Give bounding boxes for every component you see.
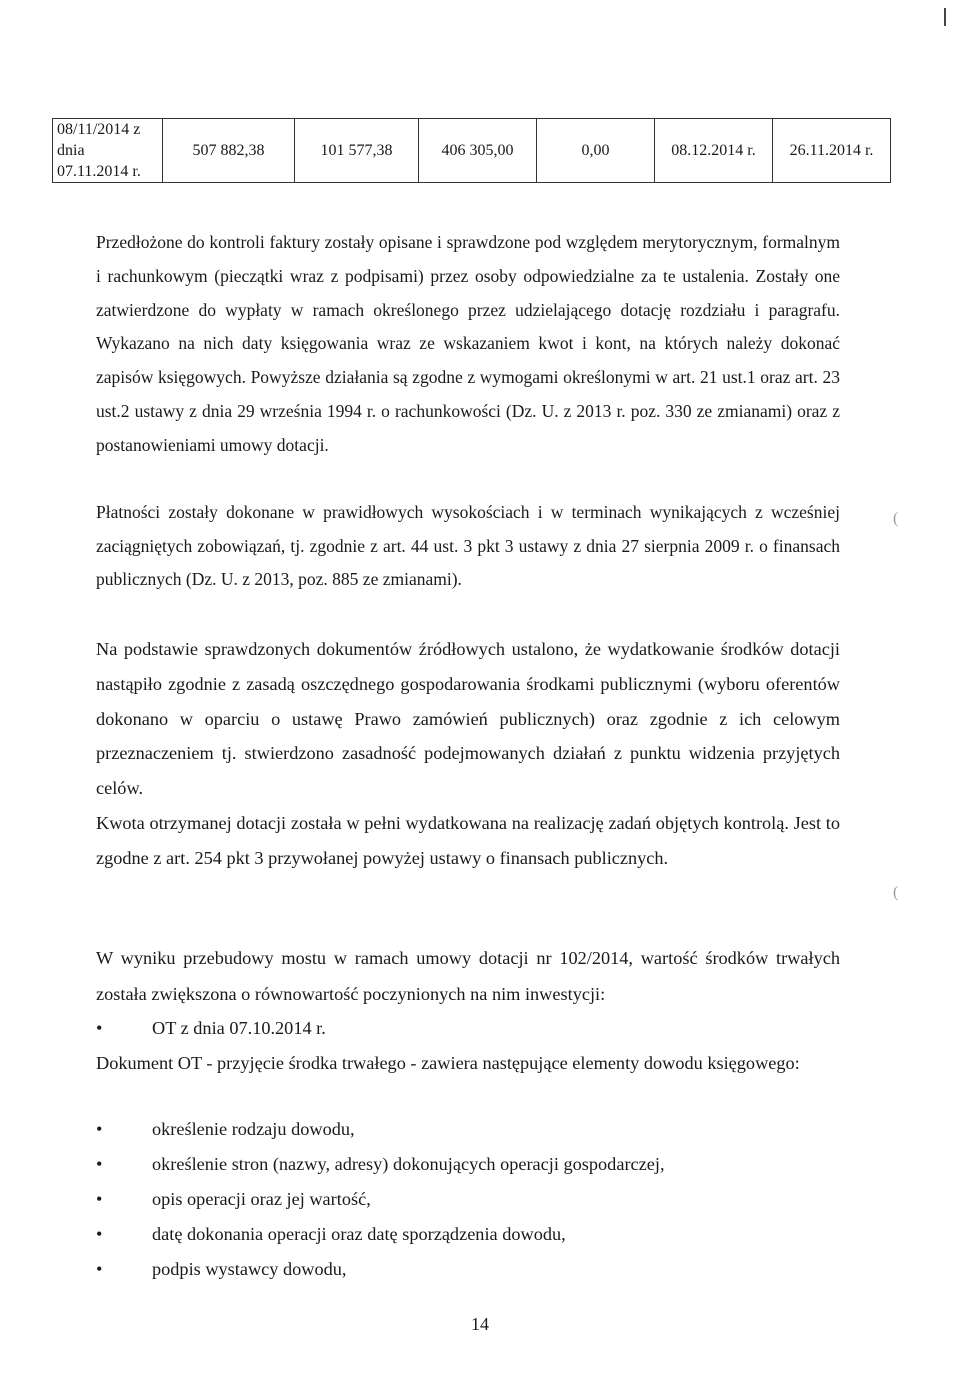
list-item-text: OT z dnia 07.10.2014 r. [152, 1018, 326, 1038]
paragraph-findings-part-1: Na podstawie sprawdzonych dokumentów źródłowych ustalono, że wydatkowanie środków dotacji nastąpiło zgodnie z zasadą oszczędnego gospodarowania środkami publicznymi (wyboru oferentów dokonano w oparciu o ustawę Prawo zamówień publicznych) oraz zgodnie z ich celowym przeznaczeniem tj. stwierdzono zasadność podejmowanych działań z punktu widzenia przyjętych celów. [96, 639, 840, 799]
list-item-text: określenie stron (nazwy, adresy) dokonujących operacji gospodarczej, [152, 1154, 665, 1174]
period-line-2: dnia [57, 142, 85, 159]
scan-artifact-mark: ( [893, 510, 899, 527]
paragraph-ot-document: Dokument OT - przyjęcie środka trwałego - zawiera następujące elementy dowodu księgowego: [96, 1053, 800, 1073]
table-cell-date-2: 26.11.2014 r. [773, 119, 891, 183]
period-line-3: 07.11.2014 r. [57, 163, 141, 180]
bullet-glyph: • [96, 1224, 103, 1244]
paragraph-fixed-assets: W wyniku przebudowy mostu w ramach umowy dotacji nr 102/2014, wartość środków trwałych została zwiększona o równowartość poczynionych na nim inwestycji: [96, 948, 840, 1004]
list-item-text: datę dokonania operacji oraz datę sporządzenia dowodu, [152, 1224, 566, 1244]
table-cell-amount-own: 101 577,38 [295, 119, 419, 183]
table-row [53, 119, 891, 183]
list-item-text: określenie rodzaju dowodu, [152, 1119, 355, 1139]
table-cell-amount-grant: 406 305,00 [419, 119, 537, 183]
table-cell-amount-total: 507 882,38 [163, 119, 295, 183]
table-cell-date-1: 08.12.2014 r. [655, 119, 773, 183]
table-cell-amount-other: 0,00 [537, 119, 655, 183]
bullet-glyph: • [96, 1154, 103, 1174]
scan-artifact-mark: ( [893, 884, 899, 901]
payments-table [52, 118, 891, 183]
period-line-1: 08/11/2014 z [57, 121, 141, 138]
bullet-glyph: • [96, 1259, 103, 1279]
table-cell-period [53, 119, 163, 183]
list-item-text: opis operacji oraz jej wartość, [152, 1189, 371, 1209]
paragraph-findings [96, 632, 840, 876]
scan-edge-mark [944, 8, 946, 26]
page-number: 14 [471, 1314, 489, 1334]
bullet-glyph: • [96, 1189, 103, 1209]
list-item-text: podpis wystawcy dowodu, [152, 1259, 347, 1279]
bullet-glyph: • [96, 1119, 103, 1139]
bullet-glyph: • [96, 1018, 103, 1038]
paragraph-findings-part-2: Kwota otrzymanej dotacji została w pełni wydatkowana na realizację zadań objętych kontrolą. Jest to zgodne z art. 254 pkt 3 przywołanej powyżej ustawy o finansach publicznych. [96, 812, 840, 868]
paragraph-payments: Płatności zostały dokonane w prawidłowych wysokościach i w terminach wynikających z wcześniej zaciągniętych zobowiązań, tj. zgodnie z art. 44 ust. 3 pkt 3 ustawy z dnia 27 sierpnia 2009 r. o finansach publicznych (Dz. U. z 2013, poz. 885 ze zmianami). [96, 502, 840, 589]
paragraph-invoices-verification: Przedłożone do kontroli faktury zostały opisane i sprawdzone pod względem merytorycznym, formalnym i rachunkowym (pieczątki wraz z podpisami) przez osoby odpowiedzialne za te ustalenia. Zostały one zatwierdzone do wypłaty w ramach określonego przez udzielającego dotację rozdziału i paragrafu. Wykazano na nich daty księgowania wraz ze wskazaniem kwot i kont, na których należy dokonać zapisów księgowych. Powyższe działania są zgodne z wymogami określonymi w art. 21 ust.1 oraz art. 23 ust.2 ustawy z dnia 29 września 1994 r. o rachunkowości (Dz. U. z 2013 r. poz. 330 ze zmianami) oraz z postanowieniami umowy dotacji. [96, 232, 840, 455]
